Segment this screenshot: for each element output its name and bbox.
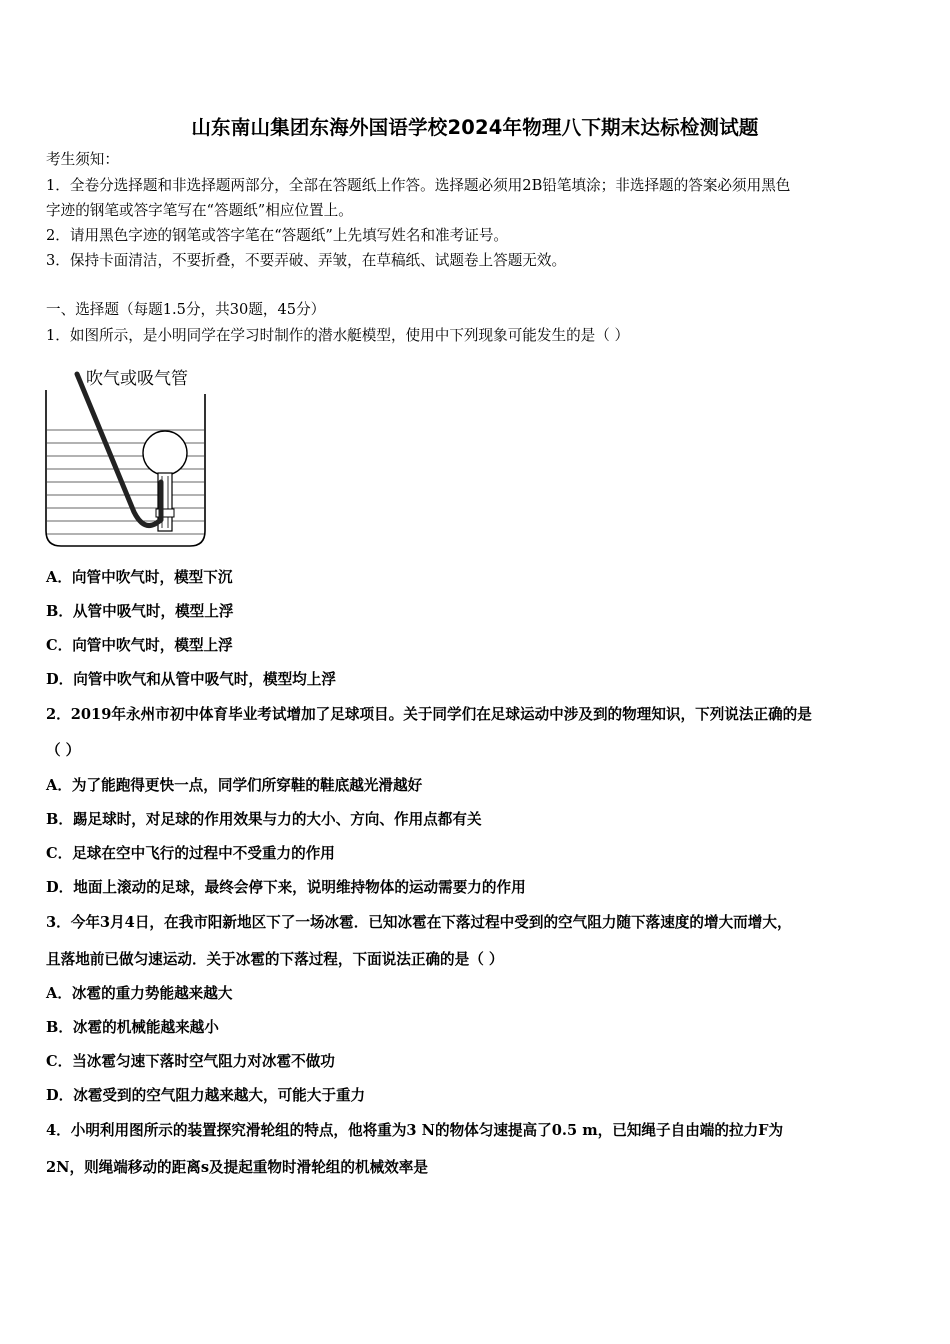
option-c: C．向管中吹气时，模型上浮	[46, 637, 233, 654]
question-4-stem-cont: 2N，则绳端移动的距离s及提起重物时滑轮组的机械效率是	[46, 1159, 428, 1176]
question-1-stem: 1．如图所示，是小明同学在学习时制作的潜水艇模型，使用中下列现象可能发生的是（ ）	[46, 327, 630, 344]
notice-item: 字迹的钢笔或答字笔写在“答题纸”相应位置上。	[46, 202, 353, 219]
notice-item: 3．保持卡面清洁，不要折叠，不要弄破、弄皱，在草稿纸、试题卷上答题无效。	[46, 252, 567, 269]
option-b: B．踢足球时，对足球的作用效果与力的大小、方向、作用点都有关	[46, 811, 482, 828]
option-d: D．向管中吹气和从管中吸气时，模型均上浮	[46, 671, 336, 688]
option-b: B．从管中吸气时，模型上浮	[46, 603, 234, 620]
option-a: A．向管中吹气时，模型下沉	[46, 569, 233, 586]
page-title: 山东南山集团东海外国语学校2024年物理八下期末达标检测试题	[191, 116, 759, 139]
question-4-stem: 4．小明利用图所示的装置探究滑轮组的特点，他将重为3 N的物体匀速提高了0.5 m，已知绳子自由端的拉力F为	[46, 1122, 784, 1139]
notice-item: 1．全卷分选择题和非选择题两部分，全部在答题纸上作答。选择题必须用2B铅笔填涂；非选择题的答案必须用黑色	[46, 177, 791, 194]
option-c: C．当冰雹匀速下落时空气阻力对冰雹不做功	[46, 1053, 335, 1070]
option-a: A．为了能跑得更快一点，同学们所穿鞋的鞋底越光滑越好	[46, 777, 423, 794]
option-a: A．冰雹的重力势能越来越大	[46, 985, 233, 1002]
option-b: B．冰雹的机械能越来越小	[46, 1019, 219, 1036]
option-d: D．冰雹受到的空气阻力越来越大，可能大于重力	[46, 1087, 366, 1104]
question-3-stem: 3．今年3月4日，在我市阳新地区下了一场冰雹．已知冰雹在下落过程中受到的空气阻力随下落速度的增大而增大，	[46, 914, 792, 931]
notice-item: 2．请用黑色字迹的钢笔或答字笔在“答题纸”上先填写姓名和准考证号。	[46, 227, 509, 244]
section-heading: 一、选择题（每题1.5分，共30题，45分）	[46, 301, 326, 318]
notice-heading: 考生须知：	[46, 151, 119, 168]
option-d: D．地面上滚动的足球，最终会停下来，说明维持物体的运动需要力的作用	[46, 879, 526, 896]
question-3-stem-cont: 且落地前已做匀速运动．关于冰雹的下落过程，下面说法正确的是（ ）	[46, 951, 504, 968]
submarine-model-figure	[44, 366, 214, 554]
option-c: C．足球在空中飞行的过程中不受重力的作用	[46, 845, 335, 862]
figure-label: 吹气或吸气管	[86, 369, 188, 389]
question-2-stem-cont: （ ）	[46, 742, 81, 759]
question-2-stem: 2．2019年永州市初中体育毕业考试增加了足球项目。关于同学们在足球运动中涉及到的物理知识，下列说法正确的是	[46, 706, 812, 723]
